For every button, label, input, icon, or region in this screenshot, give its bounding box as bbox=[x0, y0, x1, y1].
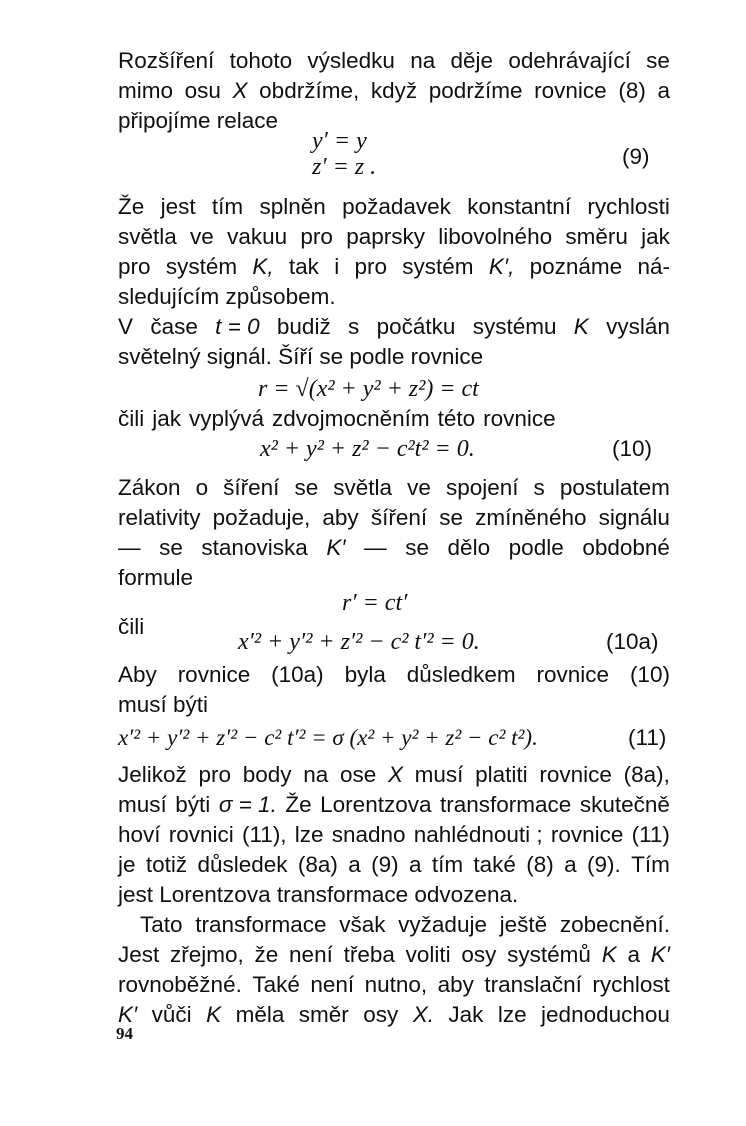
equation-number: (9) bbox=[622, 144, 650, 169]
text-line: připojíme relace bbox=[118, 108, 279, 133]
equation-number: (10a) bbox=[606, 629, 659, 654]
text-line: rovnoběžné. Také není nutno, aby translační rychlost bbox=[118, 972, 670, 997]
text-line: Jelikož pro body na ose X musí platiti rovnice (8a), bbox=[118, 762, 670, 787]
text-line: Tato transformace však vyžaduje ještě zobecnění. bbox=[140, 912, 670, 937]
text-line: Zákon o šíření se světla ve spojení s postulatem bbox=[118, 475, 670, 500]
equation-number: (11) bbox=[628, 725, 667, 750]
text-line: jest Lorentzova transformace odvozena. bbox=[118, 882, 519, 907]
equation-10a: x′² + y′² + z′² − c² t′² = 0. bbox=[238, 629, 480, 655]
text-line: je totiž důsledek (8a) a (9) a tím také (8) a (9). Tím bbox=[118, 852, 670, 877]
text-line: mimo osu X obdržíme, když podržíme rovnice (8) a bbox=[118, 78, 670, 103]
text-line: pro systém K, tak i pro systém K′, poznáme ná- bbox=[118, 254, 670, 279]
text-line: relativity požaduje, aby šíření se zmíněného signálu bbox=[118, 505, 670, 530]
text-line: Jest zřejmo, že není třeba voliti osy systémů K a K′ bbox=[118, 942, 670, 967]
text-line: V čase t = 0 budiž s počátku systému K vyslán bbox=[118, 314, 670, 339]
equation-9-line-1: y′ = y bbox=[312, 128, 367, 154]
equation-9-line-2: z′ = z . bbox=[312, 154, 377, 180]
equation-11: x′² + y′² + z′² − c² t′² = σ (x² + y² + z² − c² t²). bbox=[118, 725, 538, 750]
equation-r-prime: r′ = ct′ bbox=[342, 590, 408, 616]
text-line: hoví rovnici (11), lze snadno nahlédnouti ; rovnice (11) bbox=[118, 822, 670, 847]
page-number: 94 bbox=[116, 1024, 133, 1043]
text-line: čili jak vyplývá zdvojmocněním této rovnice bbox=[118, 406, 556, 431]
text-line: formule bbox=[118, 565, 194, 590]
equation-number: (10) bbox=[612, 436, 653, 461]
text-line: musí býti σ = 1. Že Lorentzova transformace skutečně bbox=[118, 792, 670, 817]
text-line: Aby rovnice (10a) byla důsledkem rovnice (10) bbox=[118, 662, 670, 687]
text-line: Že jest tím splněn požadavek konstantní rychlosti bbox=[118, 194, 670, 219]
equation-10: x² + y² + z² − c²t² = 0. bbox=[260, 436, 475, 462]
text-line: musí býti bbox=[118, 692, 209, 717]
text-line: světla ve vakuu pro paprsky libovolného směru jak bbox=[118, 224, 670, 249]
text-line: sledujícím způsobem. bbox=[118, 284, 336, 309]
text-line: — se stanoviska K′ — se dělo podle obdobné bbox=[118, 535, 670, 560]
equation-r: r = √(x² + y² + z²) = ct bbox=[258, 376, 479, 402]
text-line: Rozšíření tohoto výsledku na děje odehrávající se bbox=[118, 48, 670, 73]
text-line: K′ vůči K měla směr osy X. Jak lze jednoduchou bbox=[118, 1002, 670, 1027]
text-line: čili bbox=[118, 614, 145, 639]
text-line: světelný signál. Šíří se podle rovnice bbox=[118, 344, 484, 369]
